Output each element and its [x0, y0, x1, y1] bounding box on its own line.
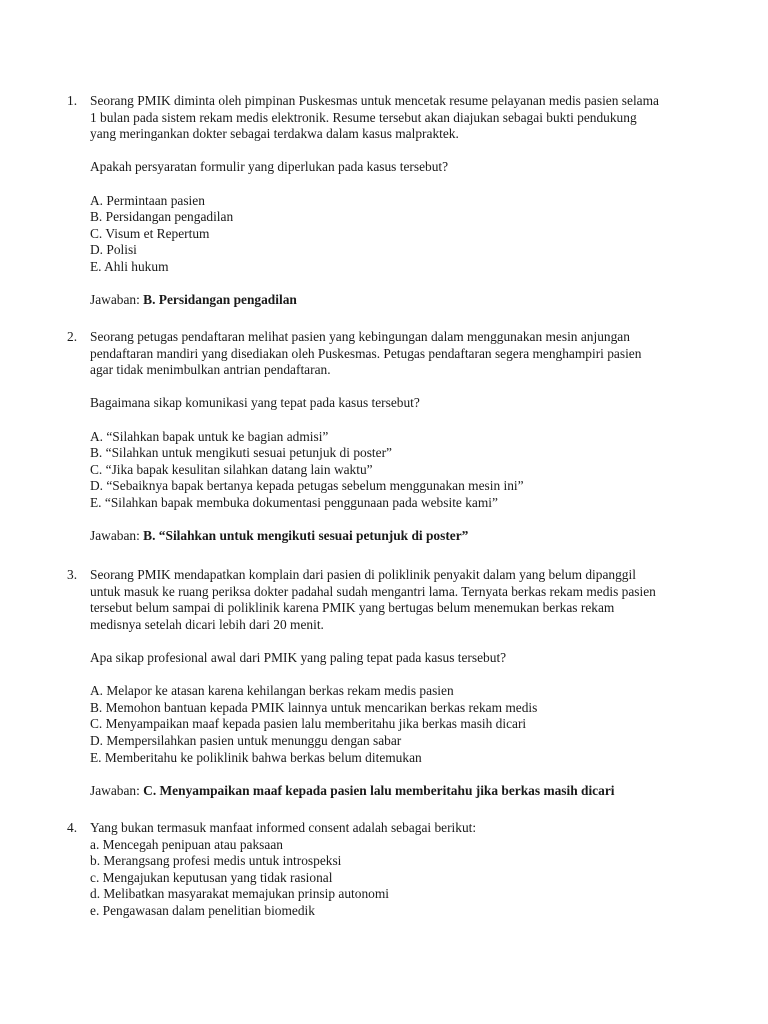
answer-line: [90, 528, 690, 545]
question-text-line: 1 bulan pada sistem rekam medis elektronik. Resume tersebut akan diajukan sebagai bukti pendukung: [90, 109, 637, 125]
question-text-line: untuk masuk ke ruang periksa dokter padahal sudah mengantri lama. Ternyata berkas rekam medis pasien: [90, 583, 656, 599]
option-a: A. Melapor ke atasan karena kehilangan berkas rekam medis pasien: [90, 683, 454, 699]
question-number: 3.: [67, 567, 78, 582]
answer-value: C. Menyampaikan maaf kepada pasien lalu memberitahu jika berkas masih dicari: [143, 782, 615, 798]
question-text-line: Yang bukan termasuk manfaat informed consent adalah sebagai berikut:: [90, 820, 477, 835]
answer-line: [90, 783, 690, 800]
question-prompt: Apa sikap profesional awal dari PMIK yang paling tepat pada kasus tersebut?: [90, 649, 507, 665]
option-d: D. Polisi: [90, 242, 137, 258]
answer-value: B. “Silahkan untuk mengikuti sesuai petunjuk di poster”: [143, 528, 469, 544]
option-b: B. Persidangan pengadilan: [90, 209, 234, 225]
answer-label: Jawaban:: [90, 528, 144, 544]
option-c: C. Visum et Repertum: [90, 225, 210, 241]
option-e: E. Memberitahu ke poliklinik bahwa berkas belum ditemukan: [90, 749, 422, 765]
option-a: A. Permintaan pasien: [90, 192, 205, 208]
question-text-line: Seorang PMIK mendapatkan komplain dari pasien di poliklinik penyakit dalam yang belum dipanggil: [90, 567, 636, 582]
question-prompt: Apakah persyaratan formulir yang diperlukan pada kasus tersebut?: [90, 159, 449, 175]
option-d: d. Melibatkan masyarakat memajukan prinsip autonomi: [90, 886, 389, 902]
option-a: a. Mencegah penipuan atau paksaan: [90, 836, 283, 852]
question-body: [90, 820, 690, 920]
option-c: C. Menyampaikan maaf kepada pasien lalu memberitahu jika berkas masih dicari: [90, 716, 527, 732]
question-body: [90, 329, 690, 545]
option-a: A. “Silahkan bapak untuk ke bagian admisi”: [90, 428, 329, 444]
question-body: [90, 93, 690, 309]
option-e: E. “Silahkan bapak membuka dokumentasi penggunaan pada website kami”: [90, 494, 498, 510]
option-c: C. “Jika bapak kesulitan silahkan datang lain waktu”: [90, 461, 373, 477]
question-number: 1.: [67, 93, 78, 108]
option-e: E. Ahli hukum: [90, 258, 169, 274]
question-text-line: yang meringankan dokter sebagai terdakwa dalam kasus malpraktek.: [90, 126, 459, 142]
option-b: B. “Silahkan untuk mengikuti sesuai petunjuk di poster”: [90, 445, 392, 461]
answer-label: Jawaban:: [90, 292, 144, 308]
question-body: [90, 567, 690, 799]
option-d: D. “Sebaiknya bapak bertanya kepada petugas sebelum menggunakan mesin ini”: [90, 478, 524, 494]
answer-value: B. Persidangan pengadilan: [143, 292, 297, 308]
option-b: B. Memohon bantuan kepada PMIK lainnya untuk mencarikan berkas rekam medis: [90, 699, 538, 715]
question-text-line: tersebut belum sampai di poliklinik karena PMIK yang bertugas belum menemukan berkas rekam: [90, 600, 615, 616]
option-b: b. Merangsang profesi medis untuk introspeksi: [90, 853, 342, 869]
question-text-line: medisnya setelah dicari lebih dari 20 menit.: [90, 616, 324, 632]
answer-line: [90, 292, 690, 309]
question-text-line: Seorang petugas pendaftaran melihat pasien yang kebingungan dalam menggunakan mesin anjungan: [90, 329, 630, 344]
question-prompt: Bagaimana sikap komunikasi yang tepat pada kasus tersebut?: [90, 395, 420, 411]
option-e: e. Pengawasan dalam penelitian biomedik: [90, 902, 315, 918]
question-text-line: Seorang PMIK diminta oleh pimpinan Puskesmas untuk mencetak resume pelayanan medis pasien selama: [90, 93, 659, 108]
question-text-line: pendaftaran mandiri yang disediakan oleh Puskesmas. Petugas pendaftaran segera menghampiri pasien: [90, 345, 642, 361]
question-text-line: agar tidak menimbulkan antrian pendaftaran.: [90, 362, 331, 378]
question-number: 2.: [67, 329, 78, 344]
option-d: D. Mempersilahkan pasien untuk menunggu dengan sabar: [90, 732, 402, 748]
answer-label: Jawaban:: [90, 782, 144, 798]
option-c: c. Mengajukan keputusan yang tidak rasional: [90, 869, 333, 885]
question-number: 4.: [67, 820, 78, 835]
